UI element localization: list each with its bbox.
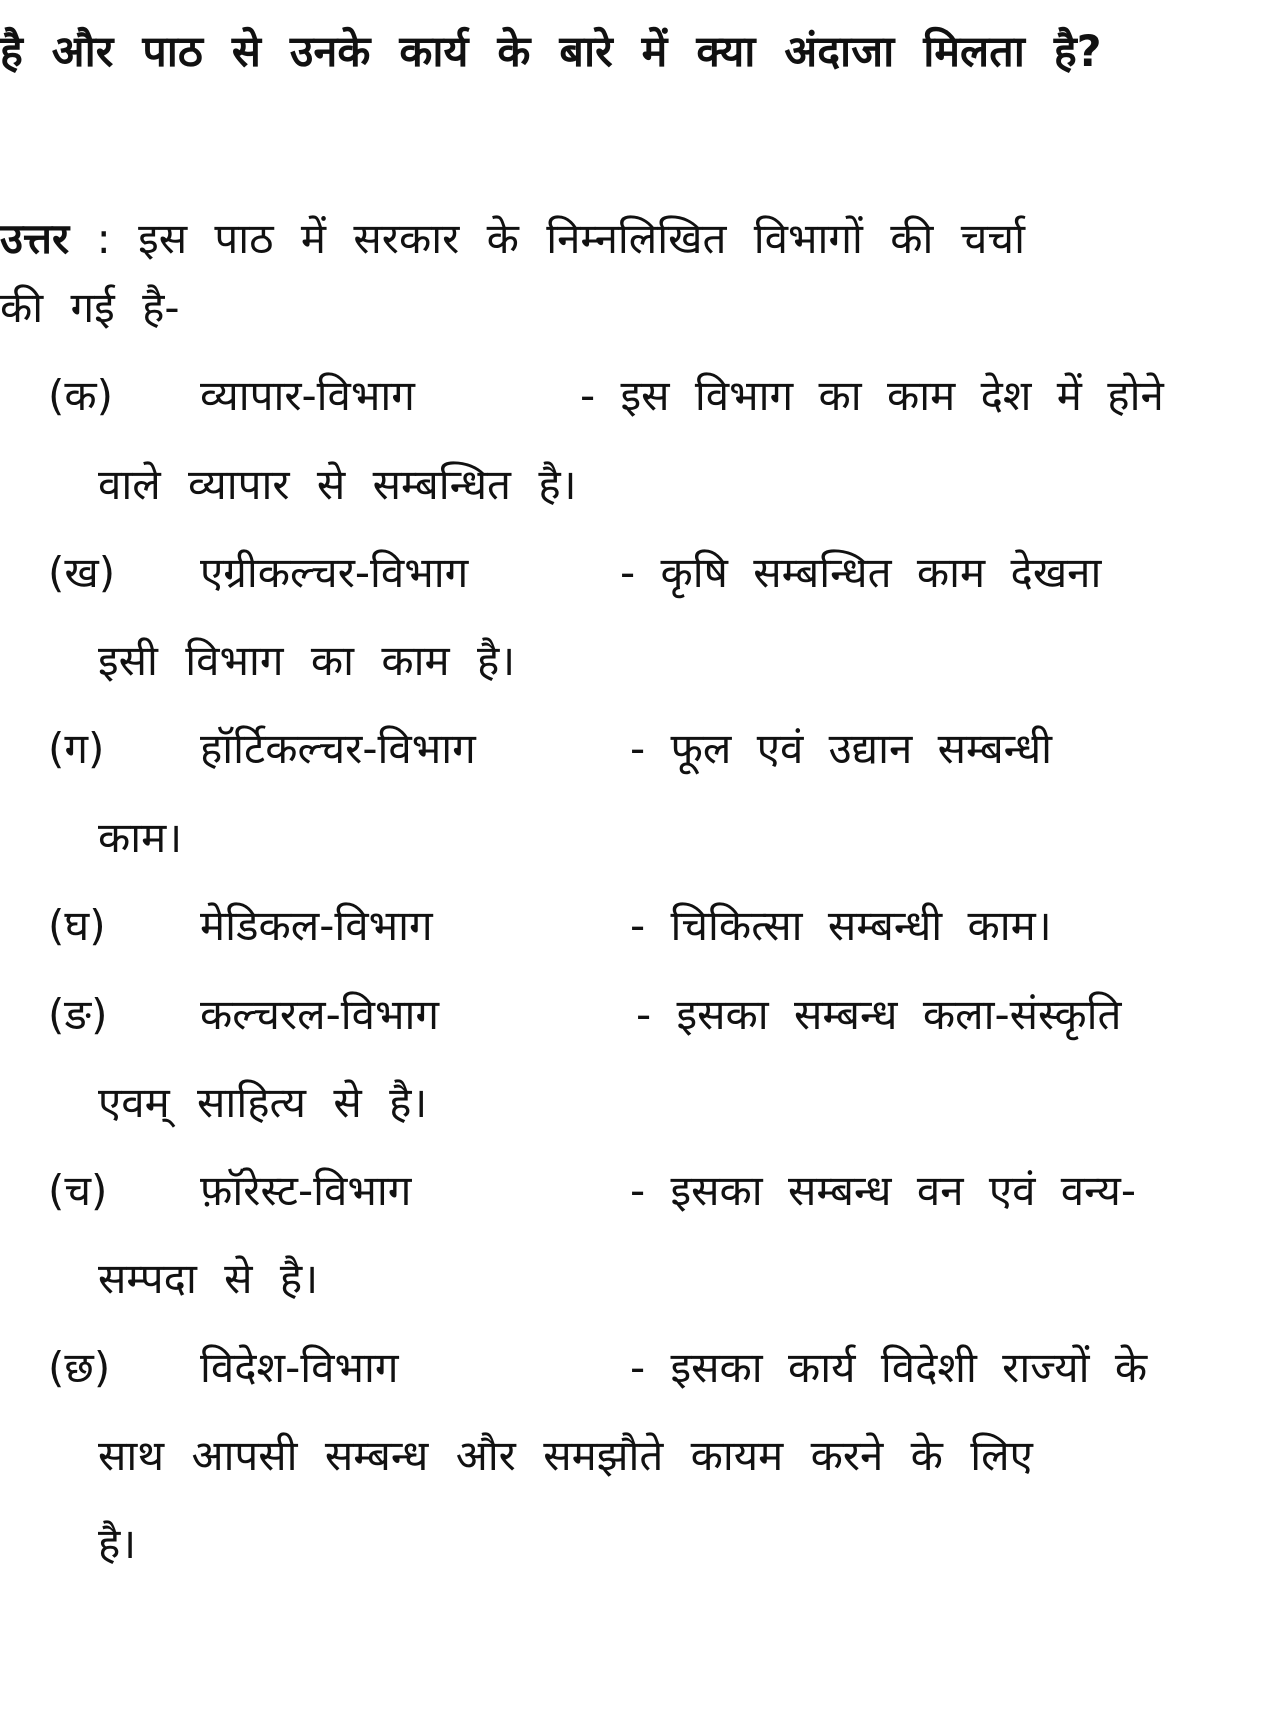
item-marker: (छ) [48, 1343, 111, 1392]
list-item [0, 985, 1286, 1045]
item-marker: (ग) [48, 724, 105, 773]
department-name: एग्रीकल्चर-विभाग [200, 548, 469, 597]
department-name: कल्चरल-विभाग [200, 990, 440, 1039]
department-description: - इसका सम्बन्ध कला-संस्कृति [636, 990, 1122, 1039]
item-marker: (च) [48, 1166, 108, 1215]
department-name: विदेश-विभाग [200, 1343, 399, 1392]
list-item [0, 543, 1286, 603]
department-name: हॉर्टिकल्चर-विभाग [200, 724, 476, 773]
description-continuation: एवम् साहित्य से है। [98, 1078, 428, 1127]
item-marker: (ख) [48, 548, 116, 597]
description-continuation: वाले व्यापार से सम्बन्धित है। [98, 460, 577, 509]
department-description: - इसका कार्य विदेशी राज्यों के [630, 1343, 1148, 1392]
description-continuation: काम। [98, 813, 183, 862]
list-item [0, 719, 1286, 779]
item-marker: (घ) [48, 901, 106, 950]
item-marker: (ङ) [48, 990, 108, 1039]
description-continuation: सम्पदा से है। [98, 1254, 319, 1303]
item-marker: (क) [48, 371, 114, 420]
department-description: - इस विभाग का काम देश में होने [580, 371, 1164, 420]
department-name: मेडिकल-विभाग [200, 901, 433, 950]
department-name: व्यापार-विभाग [200, 371, 415, 420]
department-description: - फूल एवं उद्यान सम्बन्धी [630, 724, 1053, 773]
list-item [0, 366, 1286, 426]
question-text: है और पाठ से उनके कार्य के बारे में क्या अंदाजा मिलता है? [0, 27, 1102, 77]
answer-label: उत्तर [0, 214, 70, 263]
department-description: - चिकित्सा सम्बन्धी काम। [630, 901, 1052, 950]
department-description: - कृषि सम्बन्धित काम देखना [620, 548, 1102, 597]
list-item [0, 896, 1286, 956]
description-continuation-2: है। [98, 1519, 137, 1568]
department-name: फ़ॉरेस्ट-विभाग [200, 1166, 412, 1215]
department-description: - इसका सम्बन्ध वन एवं वन्य- [630, 1166, 1137, 1215]
answer-intro-line2: की गई है- [0, 283, 180, 332]
answer-intro [0, 209, 1025, 269]
description-continuation: साथ आपसी सम्बन्ध और समझौते कायम करने के लिए [98, 1431, 1033, 1480]
list-item [0, 1161, 1286, 1221]
list-item [0, 1338, 1286, 1398]
description-continuation: इसी विभाग का काम है। [98, 636, 516, 685]
answer-intro-line1: : इस पाठ में सरकार के निम्नलिखित विभागों की चर्चा [69, 214, 1025, 263]
